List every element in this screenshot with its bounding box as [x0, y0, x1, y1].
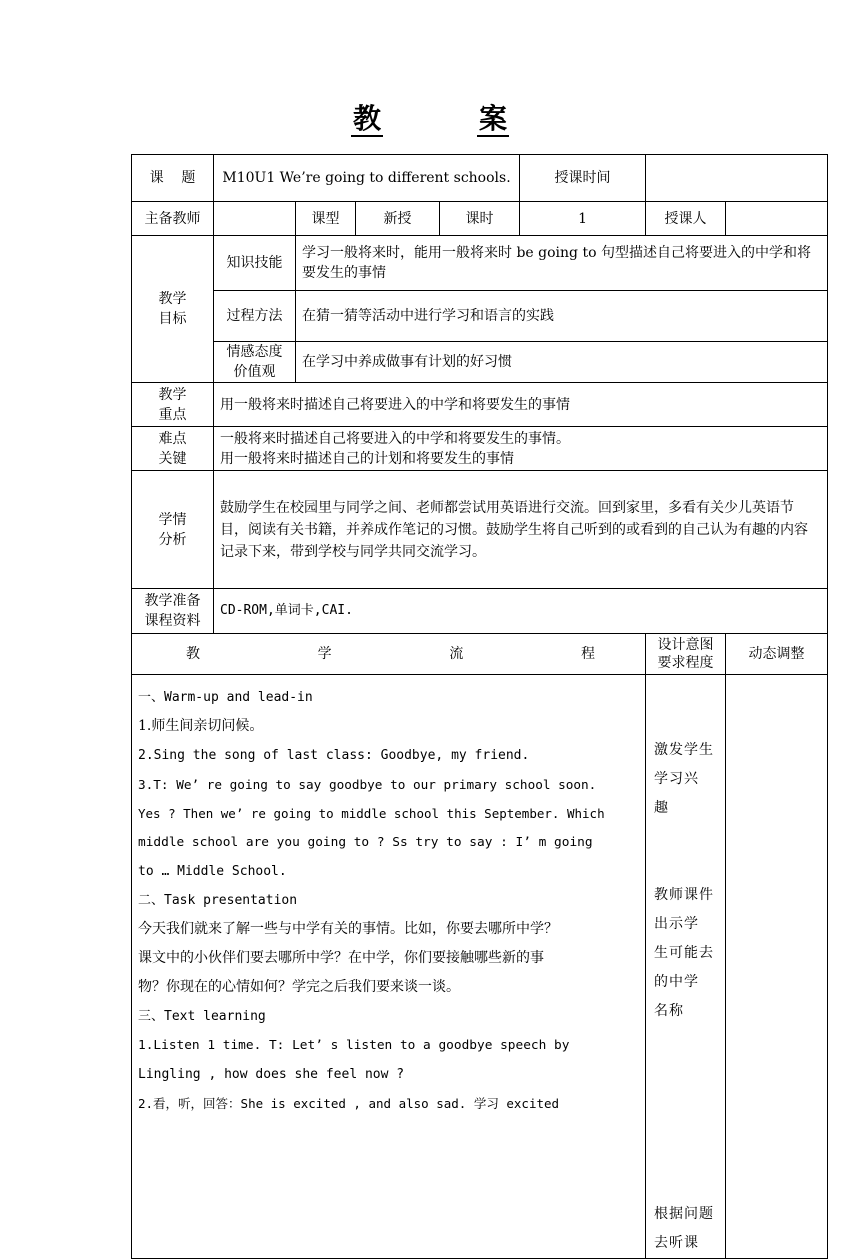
prep-label: [132, 589, 214, 634]
design-note-2-line1: 教师课件出示学: [654, 887, 715, 932]
flow-content: [132, 675, 646, 1259]
design-notes: [646, 675, 726, 1259]
flow-header: [132, 634, 646, 675]
flow-header-char-1: 教: [186, 646, 200, 662]
topic-row: [132, 155, 828, 202]
flow-line: 1.师生间亲切问候。: [138, 718, 264, 734]
flow-line: middle school are you going to ? Ss try to say : I’ m going: [138, 835, 593, 850]
analysis-label: [132, 471, 214, 589]
design-note-1-line2: 趣: [654, 800, 670, 816]
type-value: 新授: [356, 202, 440, 236]
difficulty-label-line1: 难点: [158, 430, 187, 447]
difficulty-label: [132, 427, 214, 471]
flow-header-row: [132, 634, 828, 675]
design-note-1-line1: 激发学生学习兴: [654, 742, 715, 787]
knowledge-value: 学习一般将来时，能用一般将来时 be going to 句型描述自己将要进入的中学和将要发生的事情: [296, 236, 828, 291]
focus-label-line2: 重点: [158, 406, 187, 423]
topic-label: 课 题: [132, 155, 214, 202]
difficulty-row: [132, 427, 828, 471]
emotion-label: [214, 342, 296, 383]
difficulty-line1: 一般将来时描述自己将要进入的中学和将要发生的事情。: [220, 430, 570, 447]
flow-header-char-4: 程: [581, 646, 596, 662]
flow-line: 物？你现在的心情如何？学完之后我们要来谈一谈。: [138, 979, 460, 995]
time-label: 授课时间: [520, 155, 646, 202]
flow-line: 三、Text learning: [138, 1009, 266, 1024]
lecturer-label: 授课人: [646, 202, 726, 236]
prep-label-line2: 课程资料: [144, 613, 201, 629]
design-header-line2: 要求程度: [657, 655, 714, 671]
flow-header-char-3: 流: [449, 646, 464, 662]
flow-line: 今天我们就来了解一些与中学有关的事情。比如，你要去哪所中学？: [138, 921, 558, 937]
flow-content-row: [132, 675, 828, 1259]
difficulty-line2: 用一般将来时描述自己的计划和将要发生的事情: [220, 450, 514, 467]
flow-line: 二、Task presentation: [138, 893, 298, 908]
focus-label-line1: 教学: [158, 386, 187, 403]
flow-line: 课文中的小伙伴们要去哪所中学？在中学，你们要接触哪些新的事: [138, 950, 544, 966]
teacher-label: 主备教师: [132, 202, 214, 236]
emotion-value: 在学习中养成做事有计划的好习惯: [296, 342, 828, 383]
hours-label: 课时: [440, 202, 520, 236]
flow-line: 2.Sing the song of last class: Goodbye, my friend.: [138, 748, 530, 763]
lecturer-value: [726, 202, 828, 236]
lesson-plan-table: [131, 154, 828, 1259]
teacher-value: [214, 202, 296, 236]
design-note-3-line1: 根据问题去听课: [654, 1206, 715, 1251]
design-header: [646, 634, 726, 675]
design-note-2-line2: 生可能去的中学: [654, 945, 715, 990]
focus-row: [132, 383, 828, 427]
focus-value: 用一般将来时描述自己将要进入的中学和将要发生的事情: [214, 383, 828, 427]
prep-label-line1: 教学准备: [144, 593, 201, 609]
prep-value: CD-ROM,单词卡,CAI.: [214, 589, 828, 634]
process-label: 过程方法: [214, 291, 296, 342]
design-header-line1: 设计意图: [657, 637, 714, 653]
flow-line: 一、Warm-up and lead-in: [138, 690, 313, 705]
title-char-2: 案: [479, 102, 508, 135]
difficulty-value: [214, 427, 828, 471]
flow-line: 2.看，听，回答：She is excited , and also sad. 学习 excited: [138, 1096, 560, 1111]
focus-label: [132, 383, 214, 427]
topic-value: M10U1 We’re going to different schools.: [214, 155, 520, 202]
flow-line: to … Middle School.: [138, 864, 287, 879]
design-note-2-line3: 名称: [654, 1003, 685, 1019]
prep-row: [132, 589, 828, 634]
analysis-label-line1: 学情: [158, 511, 187, 528]
goals-label-line1: 教学: [158, 291, 187, 307]
emotion-label-line2: 价值观: [233, 364, 276, 380]
goals-label: [132, 236, 214, 383]
emotion-label-line1: 情感态度: [226, 344, 283, 360]
analysis-row: [132, 471, 828, 589]
time-value: [646, 155, 828, 202]
analysis-value: 鼓励学生在校园里与同学之间、老师都尝试用英语进行交流。回到家里，多看有关少儿英语节目，阅读有关书籍，并养成作笔记的习惯。鼓励学生将自己听到的或看到的自己认为有趣的内容记录下来，带到学校与同学共同交流学习。: [214, 471, 828, 589]
type-label: 课型: [296, 202, 356, 236]
goals-knowledge-row: [132, 236, 828, 291]
adjust-cell: [726, 675, 828, 1259]
flow-line: Lingling , how does she feel now ?: [138, 1067, 405, 1082]
goals-emotion-row: [132, 342, 828, 383]
flow-header-char-2: 学: [317, 646, 332, 662]
goals-label-line2: 目标: [158, 311, 187, 327]
knowledge-label: 知识技能: [214, 236, 296, 291]
title-char-1: 教: [352, 102, 381, 135]
flow-line: Yes ? Then we’ re going to middle school this September. Which: [138, 806, 605, 821]
document-title: [0, 103, 860, 137]
teacher-row: [132, 202, 828, 236]
flow-line: 1.Listen 1 time. T: Let’ s listen to a goodbye speech by: [138, 1038, 570, 1053]
flow-line: 3.T: We’ re going to say goodbye to our primary school soon.: [138, 777, 597, 792]
process-value: 在猜一猜等活动中进行学习和语言的实践: [296, 291, 828, 342]
hours-value: 1: [520, 202, 646, 236]
adjust-header: 动态调整: [726, 634, 828, 675]
difficulty-label-line2: 关键: [158, 450, 187, 467]
goals-process-row: [132, 291, 828, 342]
analysis-label-line2: 分析: [158, 531, 187, 548]
